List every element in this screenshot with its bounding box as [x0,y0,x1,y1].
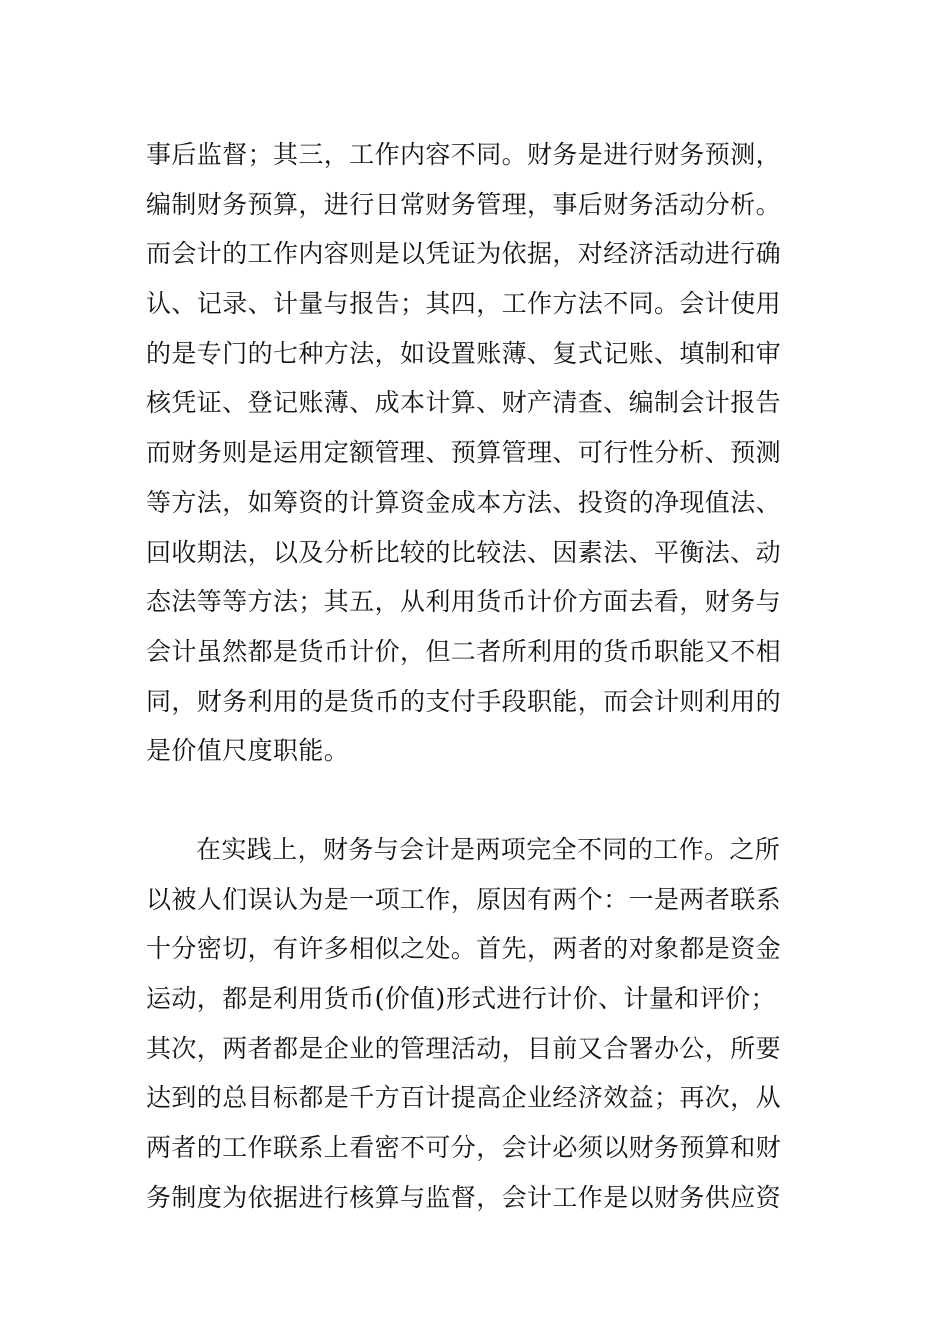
text-line: 在实践上，财务与会计是两项完全不同的工作。之所 [196,835,781,864]
text-line: 同，财务利用的是货币的支付手段职能，而会计则利用的 [146,686,782,716]
text-line: 等方法，如筹资的计算资金成本方法、投资的净现值法、 [146,487,782,517]
text-line: 态法等等方法；其五，从利用货币计价方面去看，财务与 [146,587,782,617]
text-line: 其次，两者都是企业的管理活动，目前又合署办公，所要 [146,1033,782,1063]
text-line: 务制度为依据进行核算与监督，会计工作是以财务供应资 [146,1182,782,1212]
text-line: 会计虽然都是货币计价，但二者所利用的货币职能又不相 [146,636,782,666]
paragraph-1 [146,130,816,776]
text-line: 以被人们误认为是一项工作，原因有两个：一是两者联系 [146,884,782,914]
text-line: 两者的工作联系上看密不可分，会计必须以财务预算和财 [146,1133,782,1163]
text-line: 回收期法，以及分析比较的比较法、因素法、平衡法、动 [146,537,782,567]
text-line: 的是专门的七种方法，如设置账薄、复式记账、填制和审 [146,338,782,368]
text-line: 编制财务预算，进行日常财务管理，事后财务活动分析。 [146,189,782,219]
text-line: 认、记录、计量与报告；其四，工作方法不同。会计使用 [146,289,782,319]
text-line: 而财务则是运用定额管理、预算管理、可行性分析、预测 [146,438,782,468]
text-line: 运动，都是利用货币(价值)形式进行计价、计量和评价； [146,984,776,1014]
text-line: 是价值尺度职能。 [146,736,350,766]
text-line: 十分密切，有许多相似之处。首先，两者的对象都是资金 [146,934,782,964]
paragraph-2 [146,825,816,1223]
text-line: 达到的总目标都是千方百计提高企业经济效益；再次，从 [146,1083,782,1113]
text-line: 核凭证、登记账薄、成本计算、财产清查、编制会计报告 [146,388,782,418]
text-line: 事后监督；其三，工作内容不同。财务是进行财务预测， [146,140,782,169]
text-line: 而会计的工作内容则是以凭证为依据，对经济活动进行确 [146,239,782,269]
